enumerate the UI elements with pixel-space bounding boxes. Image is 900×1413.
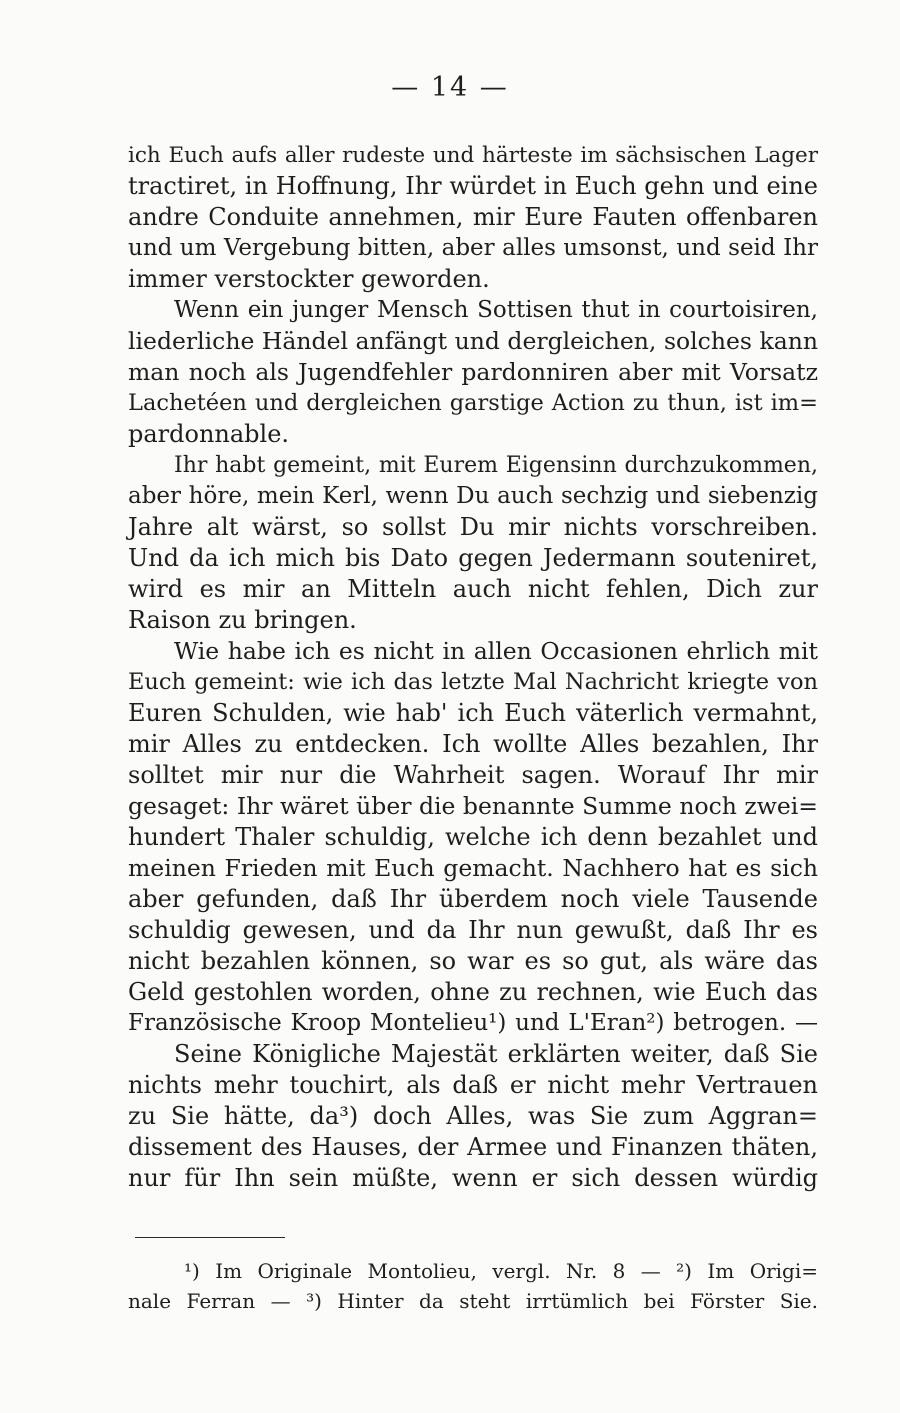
text-line: hundert Thaler schuldig, welche ich denn bezahlet und	[128, 823, 818, 851]
text-line: dissement des Hauses, der Armee und Finanzen thäten,	[128, 1133, 818, 1161]
text-line: nichts mehr touchirt, als daß er nicht mehr Vertrauen	[128, 1071, 818, 1099]
text-line: Und da ich mich bis Dato gegen Jedermann souteniret,	[128, 544, 818, 572]
text-line: andre Conduite annehmen, mir Eure Fauten offenbaren	[128, 203, 818, 231]
text-line: und um Vergebung bitten, aber alles umsonst, und seid Ihr	[128, 235, 818, 261]
text-line: man noch als Jugendfehler pardonniren aber mit Vorsatz	[128, 358, 818, 386]
text-line: zu Sie hätte, da³) doch Alles, was Sie zum Aggran=	[128, 1102, 818, 1130]
text-line: solltet mir nur die Wahrheit sagen. Worauf Ihr mir	[128, 761, 818, 789]
text-line: immer verstockter geworden.	[128, 265, 490, 293]
text-line: Wie habe ich es nicht in allen Occasionen ehrlich mit	[174, 637, 818, 665]
text-line: nicht bezahlen können, so war es so gut, als wäre das	[128, 947, 818, 975]
text-line: wird es mir an Mitteln auch nicht fehlen, Dich zur	[128, 575, 818, 603]
body-text	[128, 140, 818, 1194]
text-line: schuldig gewesen, und da Ihr nun gewußt, daß Ihr es	[128, 916, 818, 944]
text-line: Lachetéen und dergleichen garstige Action zu thun, ist im=	[128, 390, 818, 416]
text-line: aber gefunden, daß Ihr überdem noch viele Tausende	[128, 885, 818, 913]
text-line: pardonnable.	[128, 420, 290, 448]
text-line: Euren Schulden, wie hab' ich Euch väterlich vermahnt,	[128, 699, 818, 727]
text-line: tractiret, in Hoffnung, Ihr würdet in Euch gehn und eine	[128, 172, 818, 200]
text-line: Geld gestohlen worden, ohne zu rechnen, wie Euch das	[128, 978, 818, 1006]
text-line: mir Alles zu entdecken. Ich wollte Alles bezahlen, Ihr	[128, 730, 818, 758]
text-line: Ihr habt gemeint, mit Eurem Eigensinn durchzukommen,	[174, 453, 818, 478]
text-line: Französische Kroop Montelieu¹) und L'Eran²) betrogen. —	[128, 1010, 818, 1036]
text-line: Jahre alt wärst, so sollst Du mir nichts vorschreiben.	[128, 513, 818, 541]
footnote-line: nale Ferran — ³) Hinter da steht irrtümlich bei Förster Sie.	[128, 1289, 818, 1313]
footnote-line: ¹) Im Originale Montolieu, vergl. Nr. 8 — ²) Im Origi=	[184, 1259, 818, 1283]
footnote-separator	[135, 1237, 285, 1238]
text-line: aber höre, mein Kerl, wenn Du auch sechzig und siebenzig	[128, 483, 818, 509]
page-number: — 14 —	[391, 72, 509, 103]
text-line: ich Euch aufs aller rudeste und härteste im sächsischen Lager	[128, 143, 818, 168]
text-line: Raison zu bringen.	[128, 606, 357, 634]
text-line: meinen Frieden mit Euch gemacht. Nachhero hat es sich	[128, 854, 818, 882]
text-line: nur für Ihn sein müßte, wenn er sich dessen würdig	[128, 1164, 818, 1192]
text-line: Euch gemeint: wie ich das letzte Mal Nachricht kriegte von	[128, 669, 818, 695]
text-line: Wenn ein junger Mensch Sottisen thut in courtoisiren,	[174, 297, 818, 323]
footnotes	[128, 1256, 818, 1316]
text-line: gesaget: Ihr wäret über die benannte Summe noch zwei=	[128, 792, 818, 820]
text-line: liederliche Händel anfängt und dergleichen, solches kann	[128, 327, 818, 355]
text-line: Seine Königliche Majestät erklärten weiter, daß Sie	[174, 1040, 818, 1068]
